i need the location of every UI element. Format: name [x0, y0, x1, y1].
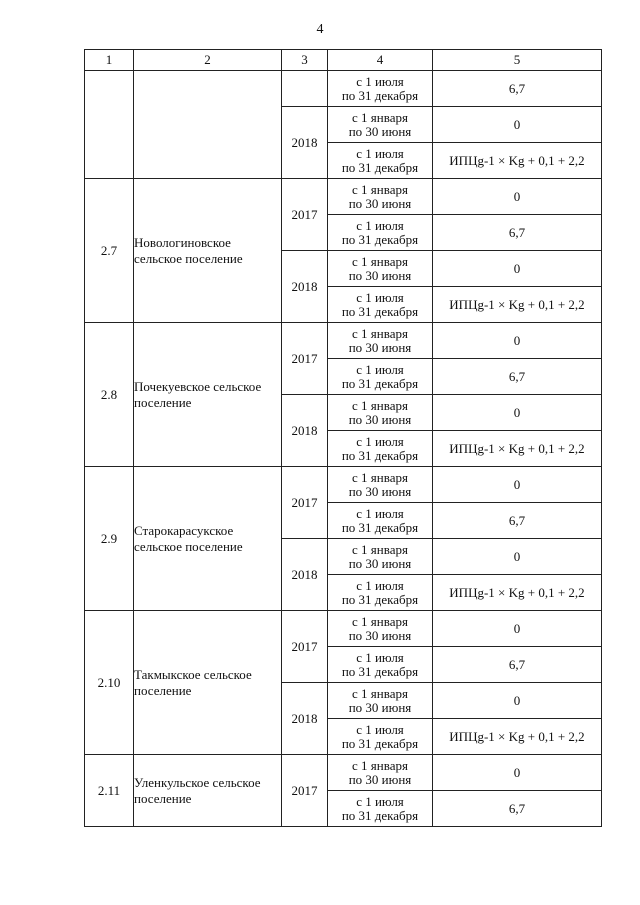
year-cell: 2018: [282, 395, 328, 467]
period-start: с 1 января: [352, 541, 408, 557]
year-cell: 2018: [282, 539, 328, 611]
value-cell: ИПЦg-1 × Kg + 0,1 + 2,2: [433, 287, 602, 323]
number-cell: 2.7: [85, 179, 134, 323]
period-end: по 31 декабря: [341, 519, 419, 535]
settlement-name-cell: [134, 179, 282, 323]
period-start: с 1 июля: [356, 505, 404, 521]
period-cell: [328, 395, 433, 431]
period-cell: [328, 359, 433, 395]
column-header-5: 5: [433, 50, 602, 71]
year-cell: 2017: [282, 323, 328, 395]
period-end: по 31 декабря: [341, 87, 419, 103]
settlement-name-line: Старокарасукское: [134, 522, 234, 538]
period-cell: [328, 467, 433, 503]
value-cell: 0: [433, 467, 602, 503]
settlement-name-cell: [134, 467, 282, 611]
settlement-name-cell: [134, 611, 282, 755]
number-cell: 2.11: [85, 755, 134, 827]
period-cell: [328, 647, 433, 683]
period-cell: [328, 71, 433, 107]
value-cell: 0: [433, 107, 602, 143]
period-end: по 30 июня: [348, 555, 412, 571]
period-cell: [328, 755, 433, 791]
settlement-name-cell: [134, 323, 282, 467]
value-cell: 6,7: [433, 71, 602, 107]
period-end: по 30 июня: [348, 483, 412, 499]
period-end: по 31 декабря: [341, 735, 419, 751]
period-end: по 31 декабря: [341, 159, 419, 175]
year-cell: 2017: [282, 611, 328, 683]
year-cell: 2018: [282, 251, 328, 323]
value-cell: ИПЦg-1 × Kg + 0,1 + 2,2: [433, 431, 602, 467]
period-cell: [328, 503, 433, 539]
settlement-name-cell: [134, 755, 282, 827]
period-cell: [328, 431, 433, 467]
year-cell: 2018: [282, 107, 328, 179]
period-start: с 1 июля: [356, 145, 404, 161]
settlement-name-line: Новологиновское: [134, 234, 231, 250]
tariff-table: [84, 49, 602, 827]
table-row: [85, 71, 602, 107]
column-header-1: 1: [85, 50, 134, 71]
value-cell: 6,7: [433, 647, 602, 683]
period-end: по 30 июня: [348, 339, 412, 355]
period-cell: [328, 791, 433, 827]
period-cell: [328, 683, 433, 719]
page-number: 4: [316, 22, 324, 37]
settlement-name-line: поселение: [134, 790, 192, 806]
value-cell: 6,7: [433, 359, 602, 395]
value-cell: ИПЦg-1 × Kg + 0,1 + 2,2: [433, 143, 602, 179]
period-start: с 1 января: [352, 757, 408, 773]
number-cell: 2.9: [85, 467, 134, 611]
year-cell: [282, 71, 328, 107]
period-start: с 1 января: [352, 109, 408, 125]
period-start: с 1 июля: [356, 433, 404, 449]
period-start: с 1 июля: [356, 289, 404, 305]
period-start: с 1 января: [352, 613, 408, 629]
period-cell: [328, 179, 433, 215]
period-cell: [328, 719, 433, 755]
period-end: по 30 июня: [348, 411, 412, 427]
settlement-name-line: поселение: [134, 394, 192, 410]
value-cell: 6,7: [433, 791, 602, 827]
value-cell: 6,7: [433, 215, 602, 251]
period-end: по 31 декабря: [341, 375, 419, 391]
period-start: с 1 июля: [356, 793, 404, 809]
table-row: [85, 611, 602, 647]
settlement-name-line: Почекуевское сельское: [134, 378, 262, 394]
number-cell: 2.10: [85, 611, 134, 755]
period-cell: [328, 143, 433, 179]
period-cell: [328, 287, 433, 323]
period-end: по 31 декабря: [341, 303, 419, 319]
period-end: по 31 декабря: [341, 591, 419, 607]
settlement-name-line: поселение: [134, 682, 192, 698]
period-cell: [328, 323, 433, 359]
column-header-4: 4: [328, 50, 433, 71]
period-start: с 1 января: [352, 685, 408, 701]
settlement-name-line: сельское поселение: [134, 538, 243, 554]
value-cell: 0: [433, 251, 602, 287]
period-start: с 1 января: [352, 181, 408, 197]
value-cell: 0: [433, 755, 602, 791]
period-end: по 30 июня: [348, 123, 412, 139]
period-cell: [328, 251, 433, 287]
settlement-name-line: сельское поселение: [134, 250, 243, 266]
year-cell: 2018: [282, 683, 328, 755]
period-cell: [328, 215, 433, 251]
table-row: [85, 179, 602, 215]
value-cell: 0: [433, 323, 602, 359]
period-start: с 1 июля: [356, 577, 404, 593]
value-cell: ИПЦg-1 × Kg + 0,1 + 2,2: [433, 575, 602, 611]
period-end: по 31 декабря: [341, 231, 419, 247]
period-end: по 30 июня: [348, 627, 412, 643]
value-cell: 0: [433, 539, 602, 575]
value-cell: ИПЦg-1 × Kg + 0,1 + 2,2: [433, 719, 602, 755]
value-cell: 0: [433, 611, 602, 647]
table-row: [85, 755, 602, 791]
value-cell: 0: [433, 683, 602, 719]
value-cell: 0: [433, 179, 602, 215]
period-cell: [328, 539, 433, 575]
period-cell: [328, 611, 433, 647]
period-end: по 31 декабря: [341, 807, 419, 823]
period-start: с 1 июля: [356, 73, 404, 89]
period-end: по 30 июня: [348, 771, 412, 787]
year-cell: 2017: [282, 755, 328, 827]
period-end: по 30 июня: [348, 699, 412, 715]
value-cell: 6,7: [433, 503, 602, 539]
year-cell: 2017: [282, 467, 328, 539]
period-cell: [328, 107, 433, 143]
period-start: с 1 января: [352, 253, 408, 269]
column-header-2: 2: [134, 50, 282, 71]
period-start: с 1 января: [352, 397, 408, 413]
period-start: с 1 июля: [356, 217, 404, 233]
period-end: по 31 декабря: [341, 447, 419, 463]
settlement-name-line: Такмыкское сельское: [134, 666, 252, 682]
period-start: с 1 июля: [356, 361, 404, 377]
number-cell: 2.8: [85, 323, 134, 467]
column-header-3: 3: [282, 50, 328, 71]
period-end: по 31 декабря: [341, 663, 419, 679]
year-cell: 2017: [282, 179, 328, 251]
period-start: с 1 июля: [356, 649, 404, 665]
settlement-name-cell: [134, 71, 282, 179]
table-row: [85, 323, 602, 359]
period-end: по 30 июня: [348, 195, 412, 211]
value-cell: 0: [433, 395, 602, 431]
period-start: с 1 января: [352, 325, 408, 341]
settlement-name-line: Уленкульское сельское: [134, 774, 261, 790]
table-row: [85, 467, 602, 503]
number-cell: [85, 71, 134, 179]
period-cell: [328, 575, 433, 611]
period-end: по 30 июня: [348, 267, 412, 283]
period-start: с 1 января: [352, 469, 408, 485]
period-start: с 1 июля: [356, 721, 404, 737]
header-row: [85, 50, 602, 71]
